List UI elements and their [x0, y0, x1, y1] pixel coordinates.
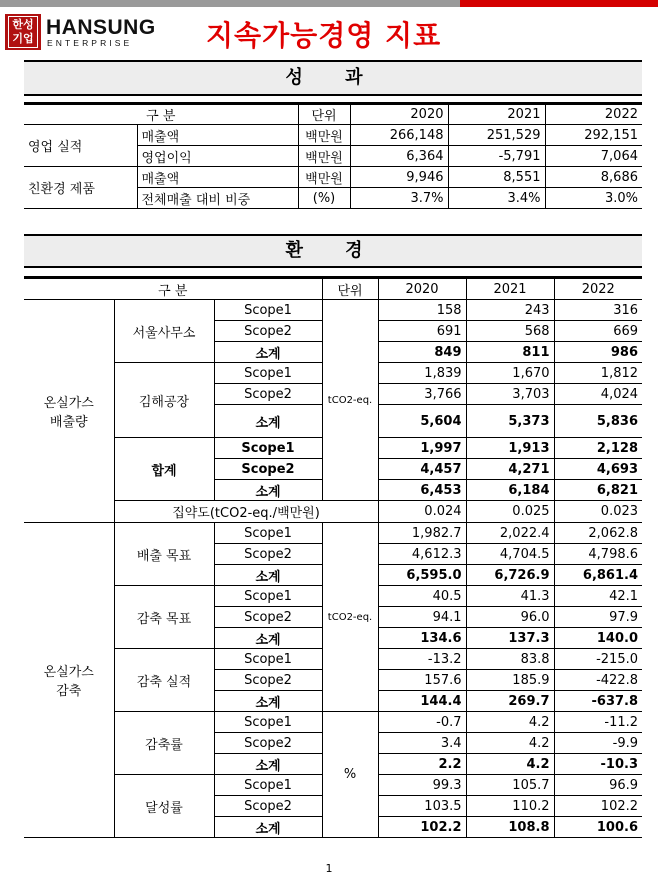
value-2020: 9,946 [350, 167, 448, 188]
table-row [24, 501, 642, 523]
value-2022: 1,812 [554, 363, 642, 384]
value-2022: -637.8 [554, 691, 642, 712]
top-rule-gray [0, 0, 460, 7]
company-sub: ENTERPRISE [47, 38, 133, 48]
header-col: 2021 [466, 278, 554, 300]
table-row [24, 167, 642, 188]
scope-label: Scope1 [214, 649, 322, 670]
item-label: 전체매출 대비 비중 [137, 188, 298, 209]
value-2021: 568 [466, 321, 554, 342]
value-2022: 96.9 [554, 775, 642, 796]
scope-label: 소계 [214, 691, 322, 712]
reduction-item-label: 배출 목표 [114, 523, 214, 586]
value-2022: 2,062.8 [554, 523, 642, 544]
unit-cell: 백만원 [298, 125, 350, 146]
header-category: 구 분 [24, 104, 298, 125]
unit-cell: 백만원 [298, 167, 350, 188]
scope-label: Scope1 [214, 363, 322, 384]
value-2020: 40.5 [378, 586, 466, 607]
value-2021: 5,373 [466, 405, 554, 438]
scope-label: Scope1 [214, 586, 322, 607]
value-2022: 316 [554, 300, 642, 321]
value-2022: 42.1 [554, 586, 642, 607]
value-2022: 3.0% [545, 188, 642, 209]
value-2020: 5,604 [378, 405, 466, 438]
value-2020: 6,453 [378, 480, 466, 501]
scope-label: 소계 [214, 817, 322, 838]
company-name: HANSUNG [46, 16, 156, 39]
value-2020: 94.1 [378, 607, 466, 628]
table-header-row [24, 104, 642, 125]
value-2022: 4,693 [554, 459, 642, 480]
value-2021: 3.4% [448, 188, 545, 209]
value-2022: 6,861.4 [554, 565, 642, 586]
scope-label: Scope2 [214, 321, 322, 342]
unit-cell: 백만원 [298, 146, 350, 167]
reduction-item-label: 감축률 [114, 712, 214, 775]
table-row [24, 125, 642, 146]
value-2021: 8,551 [448, 167, 545, 188]
value-2021: 41.3 [466, 586, 554, 607]
value-2020: -13.2 [378, 649, 466, 670]
reduction-item-label: 달성률 [114, 775, 214, 838]
value-2021: 4.2 [466, 733, 554, 754]
value-2020: 691 [378, 321, 466, 342]
value-2021: 4,704.5 [466, 544, 554, 565]
top-rule-red [460, 0, 658, 7]
scope-label: Scope1 [214, 438, 322, 459]
value-2020: 1,982.7 [378, 523, 466, 544]
reduction-item-label: 감축 실적 [114, 649, 214, 712]
value-2022: 8,686 [545, 167, 642, 188]
table-header-row [24, 278, 642, 300]
value-2021: 137.3 [466, 628, 554, 649]
value-2021: 105.7 [466, 775, 554, 796]
table-row [24, 523, 642, 544]
scope-label: 소계 [214, 342, 322, 363]
site-label: 김해공장 [114, 363, 214, 438]
value-2022: -11.2 [554, 712, 642, 733]
value-2021: 3,703 [466, 384, 554, 405]
value-2020: 103.5 [378, 796, 466, 817]
value-2021: 2,022.4 [466, 523, 554, 544]
group-label: 영업 실적 [24, 125, 137, 167]
item-label: 매출액 [137, 125, 298, 146]
page-number: 1 [325, 862, 333, 875]
header-col: 2022 [554, 278, 642, 300]
value-2021: 811 [466, 342, 554, 363]
table-row [24, 712, 642, 733]
value-2022: 102.2 [554, 796, 642, 817]
value-2020: 6,364 [350, 146, 448, 167]
value-2020: 3.4 [378, 733, 466, 754]
value-2021: 110.2 [466, 796, 554, 817]
unit-cell: tCO2-eq. [322, 523, 378, 712]
value-2022: 669 [554, 321, 642, 342]
value-2021: 108.8 [466, 817, 554, 838]
value-2020: 134.6 [378, 628, 466, 649]
value-2020: 2.2 [378, 754, 466, 775]
table-row [24, 300, 642, 321]
scope-label: Scope2 [214, 384, 322, 405]
value-2021: 185.9 [466, 670, 554, 691]
unit-cell: % [322, 712, 378, 838]
value-2021: 1,670 [466, 363, 554, 384]
value-2021: 6,726.9 [466, 565, 554, 586]
value-2020: 4,457 [378, 459, 466, 480]
value-2021: 269.7 [466, 691, 554, 712]
value-2020: 3.7% [350, 188, 448, 209]
header-col: 2022 [545, 104, 642, 125]
value-2021: 4.2 [466, 754, 554, 775]
document-title: 지속가능경영 지표 [206, 19, 442, 52]
intensity-value-2021: 0.025 [466, 501, 554, 523]
header-col: 2021 [448, 104, 545, 125]
scope-label: 소계 [214, 565, 322, 586]
value-2022: -10.3 [554, 754, 642, 775]
unit-cell: (%) [298, 188, 350, 209]
scope-label: Scope2 [214, 733, 322, 754]
value-2020: 3,766 [378, 384, 466, 405]
value-2022: 100.6 [554, 817, 642, 838]
scope-label: Scope1 [214, 523, 322, 544]
intensity-label: 집약도(tCO2-eq./백만원) [114, 501, 378, 523]
value-2021: 1,913 [466, 438, 554, 459]
value-2022: 986 [554, 342, 642, 363]
scope-label: 소계 [214, 405, 322, 438]
emissions-group-label: 온실가스 배출량 [24, 300, 114, 523]
header-col: 단위 [298, 104, 350, 125]
header-col: 2020 [350, 104, 448, 125]
item-label: 영업이익 [137, 146, 298, 167]
environment-banner: 환 경 [24, 234, 642, 268]
value-2020: 158 [378, 300, 466, 321]
value-2022: 4,798.6 [554, 544, 642, 565]
reduction-group-label: 온실가스 감축 [24, 523, 114, 838]
scope-label: Scope1 [214, 300, 322, 321]
intensity-value-2020: 0.024 [378, 501, 466, 523]
value-2022: 6,821 [554, 480, 642, 501]
header-col: 2020 [378, 278, 466, 300]
value-2022: 97.9 [554, 607, 642, 628]
scope-label: Scope2 [214, 544, 322, 565]
value-2020: 1,839 [378, 363, 466, 384]
environment-table [24, 276, 642, 838]
header-col: 단위 [322, 278, 378, 300]
value-2022: -9.9 [554, 733, 642, 754]
scope-label: Scope1 [214, 775, 322, 796]
header-category: 구 분 [24, 278, 322, 300]
value-2022: -422.8 [554, 670, 642, 691]
value-2021: 251,529 [448, 125, 545, 146]
value-2020: 157.6 [378, 670, 466, 691]
scope-label: 소계 [214, 480, 322, 501]
item-label: 매출액 [137, 167, 298, 188]
value-2021: 243 [466, 300, 554, 321]
scope-label: Scope2 [214, 459, 322, 480]
value-2021: 6,184 [466, 480, 554, 501]
site-label: 합계 [114, 438, 214, 501]
reduction-item-label: 감축 목표 [114, 586, 214, 649]
value-2020: 849 [378, 342, 466, 363]
value-2022: 292,151 [545, 125, 642, 146]
value-2020: 1,997 [378, 438, 466, 459]
value-2021: 83.8 [466, 649, 554, 670]
value-2020: 144.4 [378, 691, 466, 712]
value-2020: 4,612.3 [378, 544, 466, 565]
value-2022: 2,128 [554, 438, 642, 459]
value-2020: -0.7 [378, 712, 466, 733]
value-2020: 102.2 [378, 817, 466, 838]
scope-label: Scope1 [214, 712, 322, 733]
scope-label: Scope2 [214, 670, 322, 691]
value-2020: 266,148 [350, 125, 448, 146]
value-2022: 140.0 [554, 628, 642, 649]
group-label: 친환경 제품 [24, 167, 137, 209]
value-2022: 7,064 [545, 146, 642, 167]
value-2021: 4,271 [466, 459, 554, 480]
value-2022: -215.0 [554, 649, 642, 670]
scope-label: Scope2 [214, 607, 322, 628]
company-logo-seal: 한성기업 [5, 14, 41, 50]
unit-cell: tCO2-eq. [322, 300, 378, 501]
scope-label: 소계 [214, 754, 322, 775]
site-label: 서울사무소 [114, 300, 214, 363]
performance-table [24, 102, 642, 209]
value-2022: 4,024 [554, 384, 642, 405]
value-2020: 99.3 [378, 775, 466, 796]
intensity-value-2022: 0.023 [554, 501, 642, 523]
value-2022: 5,836 [554, 405, 642, 438]
scope-label: 소계 [214, 628, 322, 649]
performance-banner: 성 과 [24, 60, 642, 96]
value-2021: 4.2 [466, 712, 554, 733]
value-2021: -5,791 [448, 146, 545, 167]
value-2021: 96.0 [466, 607, 554, 628]
value-2020: 6,595.0 [378, 565, 466, 586]
scope-label: Scope2 [214, 796, 322, 817]
